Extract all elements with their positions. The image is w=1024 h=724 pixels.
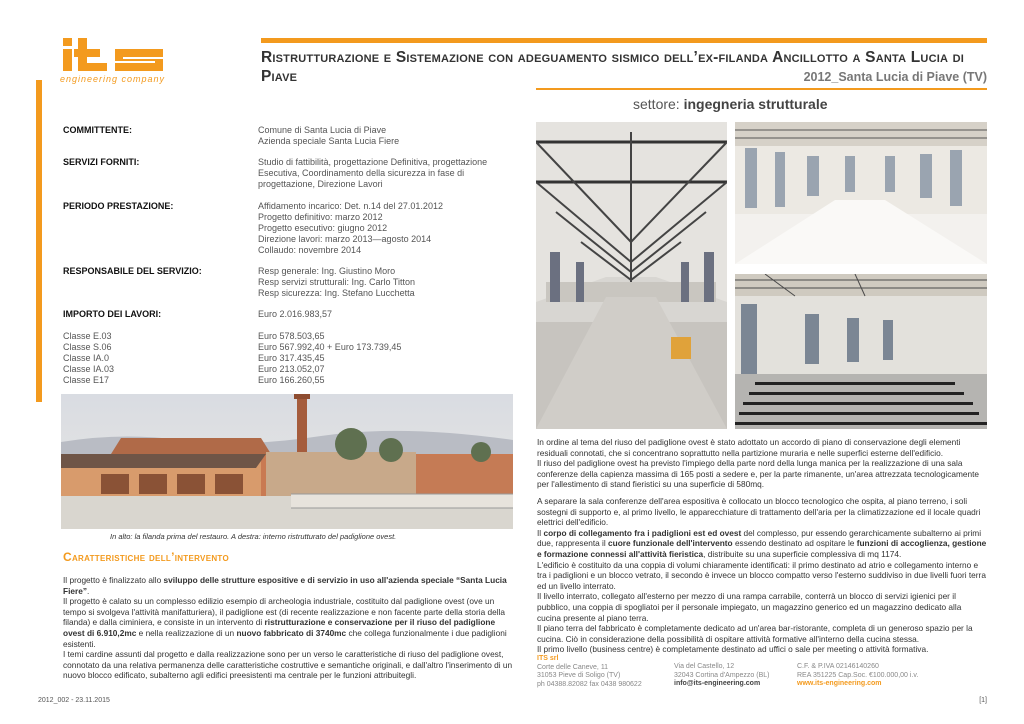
classe-label: Classe E17 (63, 375, 110, 385)
responsabile-line: Resp servizi strutturali: Ing. Carlo Titton (258, 277, 416, 287)
subtitle-rule (536, 88, 987, 90)
text-bold: funzioni di accoglienza, gestione e formazione connessi all'attività fieristica (537, 538, 987, 559)
classe-value: Euro 578.503,65 (258, 331, 325, 341)
footer-line: 31053 Pieve di Soligo (TV) (537, 672, 621, 679)
text-bold: nuovo fabbricato di 3740mc (236, 627, 347, 638)
periodo-line: Collaudo: novembre 2014 (258, 245, 362, 255)
footer-web-link[interactable]: www.its-engineering.com (797, 680, 882, 687)
document-code: 2012_002 - 23.11.2015 (38, 697, 110, 704)
photo-filanda-exterior (61, 394, 513, 529)
text-bold: cuore funzionale dell'intervento (608, 538, 733, 549)
servizi-label: SERVIZI FORNITI: (63, 157, 140, 167)
paragraph: Il piano terra del fabbricato è completamente dedicato ad un'area bar-ristorante, completa di un generoso spazio per la cucina. Ciò in considerazione della possibilità di ospitare attività formative all'interno della cucina stessa. (537, 623, 973, 644)
footer-line: REA 351225 Cap.Soc. €100.000,00 i.v. (797, 671, 919, 679)
body-right (537, 437, 987, 655)
paragraph: I temi cardine assunti dal progetto e dalla realizzazione sono per un verso le caratteristiche di riuso del padiglione ovest, connotato da una relativa permanenza delle caratteristiche costruttive e semantiche originali, e dall'altro l'inserimento di un nuovo blocco edificato, subalterno agli edifici preesistenti ma centrale per le funzioni attribuitegli. (63, 649, 513, 681)
text: del complesso, pur essendo gerarchicamente subalterno ai primi due, rappresenta il (537, 527, 982, 549)
photo-hall-bright (735, 122, 987, 264)
classe-label: Classe E.03 (63, 331, 112, 341)
text: , distribuite su una superficie complessiva di mq 1174. (703, 548, 902, 559)
responsabile-line: Resp sicurezza: Ing. Stefano Lucchetta (258, 288, 415, 298)
text: essendo destinato ad ospitare le (732, 538, 857, 549)
page-title: Ristrutturazione e Sistemazione con adeguamento sismico dell’ex-filanda Ancillotto a Santa Lucia di Piave (261, 49, 965, 85)
text: Il progetto è finalizzato allo (63, 575, 164, 585)
periodo-line: Progetto esecutivo: giugno 2012 (258, 223, 388, 233)
photo-interior-truss (536, 122, 727, 429)
page-number: [1] (979, 697, 987, 704)
text-bold: ristrutturazione e conservazione per il riuso del padiglione ovest di 6.910,2mc (63, 617, 496, 638)
classe-value: Euro 317.435,45 (258, 353, 325, 363)
header-rule (261, 38, 987, 43)
responsabile-line: Resp generale: Ing. Giustino Moro (258, 266, 396, 276)
periodo-line: Progetto definitivo: marzo 2012 (258, 212, 383, 222)
periodo-label: PERIODO PRESTAZIONE: (63, 201, 174, 211)
footer-line: Corte delle Caneve, 11 (537, 663, 609, 671)
text: . (86, 585, 90, 596)
paragraph: Il riuso del padiglione ovest ha previsto l'impiego della parte nord della lunga manica per la realizzazione di una sala conferenze della capienza massima di 165 posti a sedere e, per la parte rimanente, un'area attrezzata tecnologicamente per l'allestimento di stand fieristici su una superficie di 580mq. (537, 458, 980, 490)
photo-caption: In alto: la filanda prima del restauro. A destra: interno ristrutturato del padiglione ovest. (110, 532, 397, 541)
classe-label: Classe IA.0 (63, 353, 110, 363)
paragraph (63, 575, 513, 596)
classe-label: Classe S.06 (63, 342, 112, 352)
paragraph: Il livello interrato, collegato all'esterno per mezzo di una rampa carrabile, conterrà un blocco di servizi igienici per il pubblico, una coppia di spogliatoi per il personale impiegato, un magazzino generico ed un magazzino dedicato alla cucina presente al piano terra. (537, 591, 962, 623)
sector-label: settore: (633, 96, 680, 112)
footer-company: ITS srl (537, 655, 559, 662)
committente-label: COMMITTENTE: (63, 125, 132, 135)
classe-value: Euro 166.260,55 (258, 375, 325, 385)
classe-value: Euro 213.052,07 (258, 364, 325, 374)
paragraph: L'edificio è costituito da una coppia di volumi chiaramente identificati: il primo destinato ad atrio e collegamento interno e tra i padiglioni e un blocco vetrato, il secondo è invece un blocco compatto verso l'esterno suddiviso in due livelli fuori terra ed un livello interrato. (537, 559, 986, 591)
importo-value: Euro 2.016.983,57 (258, 309, 333, 319)
logo-tagline: engineering company (60, 74, 166, 84)
paragraph: Il primo livello (business centre) è completamente destinato ad uffici o sale per meeting o attività formativa. (537, 644, 929, 655)
importo-label: IMPORTO DEI LAVORI: (63, 309, 162, 319)
servizi-line: progettazione, Direzione Lavori (258, 179, 383, 189)
committente-line: Azienda speciale Santa Lucia Fiere (258, 136, 400, 146)
periodo-line: Affidamento incarico: Det. n.14 del 27.01.2012 (258, 201, 443, 211)
text: e nella realizzazione di un (136, 627, 237, 638)
footer-email-link[interactable]: info@its-engineering.com (674, 680, 761, 687)
footer-line: Via del Castello, 12 (674, 663, 735, 670)
accent-bar (36, 80, 42, 402)
sector-value: ingegneria strutturale (683, 96, 828, 112)
text: Il (537, 527, 544, 538)
text: che collega funzionalmente i due padiglioni esistenti. (63, 627, 507, 649)
footer-legal (797, 663, 918, 689)
classe-value: Euro 567.992,40 + Euro 173.739,45 (258, 342, 402, 352)
footer-line: ph 04388.82082 fax 0438 980622 (537, 680, 642, 688)
paragraph: A separare la sala conferenze dell'area espositiva è collocato un blocco tecnologico che ospita, al piano terreno, i soli sostegni di supporto e, al primo livello, le apparecchiature di trattamento dell'aria per la climatizzazione ed il locale quadri elettrici dell'edificio. (537, 495, 981, 528)
footer-address-1 (537, 655, 642, 689)
sector (633, 96, 828, 112)
text-bold: corpo di collegamento fra i padiglioni est ed ovest (543, 527, 742, 538)
section-title: Caratteristiche dell’intervento (63, 550, 229, 564)
body-left (63, 575, 513, 681)
committente-line: Comune di Santa Lucia di Piave (258, 125, 387, 135)
footer-line: 32043 Cortina d'Ampezzo (BL) (674, 671, 770, 679)
footer-address-2 (674, 663, 770, 689)
periodo-line: Direzione lavori: marzo 2013—agosto 2014 (258, 234, 432, 244)
page-subtitle: 2012_Santa Lucia di Piave (TV) (803, 70, 987, 84)
servizi-line: Studio di fattibilità, progettazione Definitiva, progettazione (258, 157, 488, 167)
paragraph (537, 528, 987, 560)
classe-label: Classe IA.03 (63, 364, 115, 374)
responsabile-label: RESPONSABILE DEL SERVIZIO: (63, 266, 202, 276)
text-bold: sviluppo delle strutture espositive e di servizio in uso all'azienda speciale “Santa Lucia Fiere” (63, 575, 507, 596)
servizi-line: Esecutiva, Coordinamento della sicurezza in fase di (258, 168, 465, 178)
text: Il progetto è calato su un complesso edilizio esempio di archeologia industriale, costituito dal padiglione ovest (ove un tempo si svolgeva l'attività manifatturiera), il padiglione est (di recente realizzazione e non facente parte della storia della filanda) e dalla ciminiera, e consiste in un intervento di (63, 596, 506, 628)
paragraph: In ordine al tema del riuso del padiglione ovest è stato adottato un accordo di piano di conservazione degli elementi residuali connotati, che si concentrano soprattutto nella partizione muraria e nelle superfici esterne dell'edificio. (537, 437, 961, 458)
footer-line: C.F. & P.IVA 02146140260 (797, 663, 879, 670)
photo-conference-room (735, 274, 987, 429)
paragraph (63, 596, 513, 649)
